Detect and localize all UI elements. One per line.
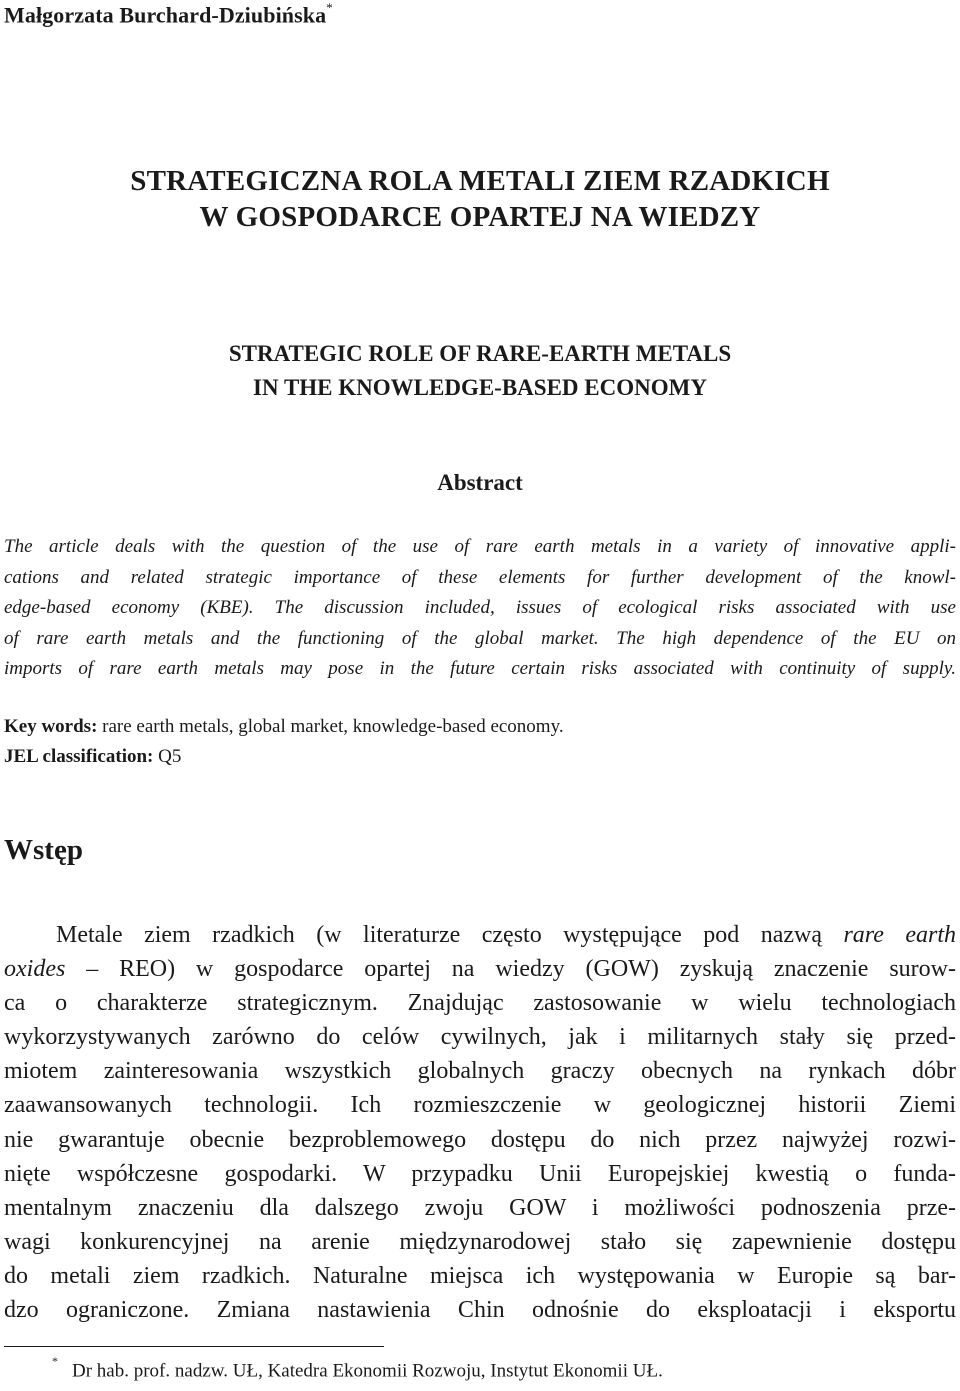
footnote-text: Dr hab. prof. nadzw. UŁ, Katedra Ekonomii Rozwoju, Instytut Ekonomii UŁ. — [72, 1360, 663, 1382]
abstract-line-5: imports of rare earth metals may pose in the future certain risks associated with continuity of supply. — [4, 658, 956, 679]
author-name — [4, 2, 333, 28]
intro-line-2-text: – REO) w gospodarce opartej na wiedzy (GOW) zyskują znaczenie surow- — [65, 956, 956, 983]
intro-line-4: wykorzystywanych zarówno do celów cywilnych, jak i militarnych stały się przed- — [4, 1024, 956, 1051]
title-english-line-1: STRATEGIC ROLE OF RARE-EARTH METALS — [228, 341, 732, 366]
abstract-line-4: of rare earth metals and the functioning of the global market. The high dependence of the EU on — [4, 627, 956, 649]
keywords-block — [4, 712, 956, 772]
intro-line-5: miotem zainteresowania wszystkich globalnych graczy obecnych na rynkach dóbr — [4, 1058, 956, 1085]
intro-line-6: zaawansowanych technologii. Ich rozmieszczenie w geologicznej historii Ziemi — [4, 1092, 956, 1119]
intro-line-1-italic: rare earth — [843, 922, 956, 948]
footnote-mark: * — [52, 1354, 58, 1368]
title-polish — [0, 163, 960, 235]
footnote — [52, 1354, 663, 1382]
intro-line-7: nie gwarantuje obecnie bezproblemowego dostępu do nich przez najwyżej rozwi- — [4, 1126, 956, 1153]
intro-line-1 — [4, 918, 956, 952]
intro-line-9: mentalnym znaczeniu dla dalszego zwoju GOW i możliwości podnoszenia prze- — [4, 1194, 956, 1221]
keywords-value: rare earth metals, global market, knowledge-based economy. — [97, 716, 564, 737]
abstract-line-2: cations and related strategic importance of these elements for further development of the knowl- — [4, 566, 956, 588]
abstract-body — [4, 532, 956, 685]
section-heading-intro: Wstęp — [4, 834, 83, 866]
title-english-line-2: IN THE KNOWLEDGE-BASED ECONOMY — [253, 375, 707, 400]
author-footnote-mark: * — [326, 0, 333, 15]
intro-body — [4, 918, 956, 1327]
keywords-line — [4, 712, 956, 742]
jel-label: JEL classification: — [4, 746, 154, 767]
intro-line-8: nięte współczesne gospodarki. W przypadku Unii Europejskiej kwestią o funda- — [4, 1160, 956, 1187]
intro-line-11: do metali ziem rzadkich. Naturalne miejsca ich występowania w Europie są bar- — [4, 1262, 956, 1289]
author-name-text: Małgorzata Burchard-Dziubińska — [4, 2, 327, 28]
intro-line-10: wagi konkurencyjnej na arenie międzynarodowej stało się zapewnienie dostępu — [4, 1228, 956, 1255]
jel-line — [4, 742, 956, 772]
jel-value: Q5 — [153, 746, 182, 767]
abstract-heading: Abstract — [437, 470, 523, 495]
keywords-label: Key words: — [4, 716, 98, 737]
title-english — [0, 337, 960, 405]
title-polish-line-1: STRATEGICZNA ROLA METALI ZIEM RZADKICH — [130, 165, 830, 197]
intro-line-2-italic: oxides — [4, 956, 66, 983]
intro-line-2 — [4, 952, 956, 986]
abstract-line-1: The article deals with the question of the use of rare earth metals in a variety of innovative appli- — [4, 536, 956, 557]
intro-line-12: dzo ograniczone. Zmiana nastawienia Chin odnośnie do eksploatacji i eksportu — [4, 1297, 956, 1324]
abstract-line-3: edge-based economy (KBE). The discussion included, issues of ecological risks associated with use — [4, 597, 956, 618]
title-polish-line-2: W GOSPODARCE OPARTEJ NA WIEDZY — [199, 201, 761, 233]
footnote-divider — [4, 1346, 384, 1347]
intro-line-1-text: Metale ziem rzadkich (w literaturze często występujące pod nazwą — [56, 922, 844, 948]
intro-line-3: ca o charakterze strategicznym. Znajdując zastosowanie w wielu technologiach — [4, 990, 956, 1017]
